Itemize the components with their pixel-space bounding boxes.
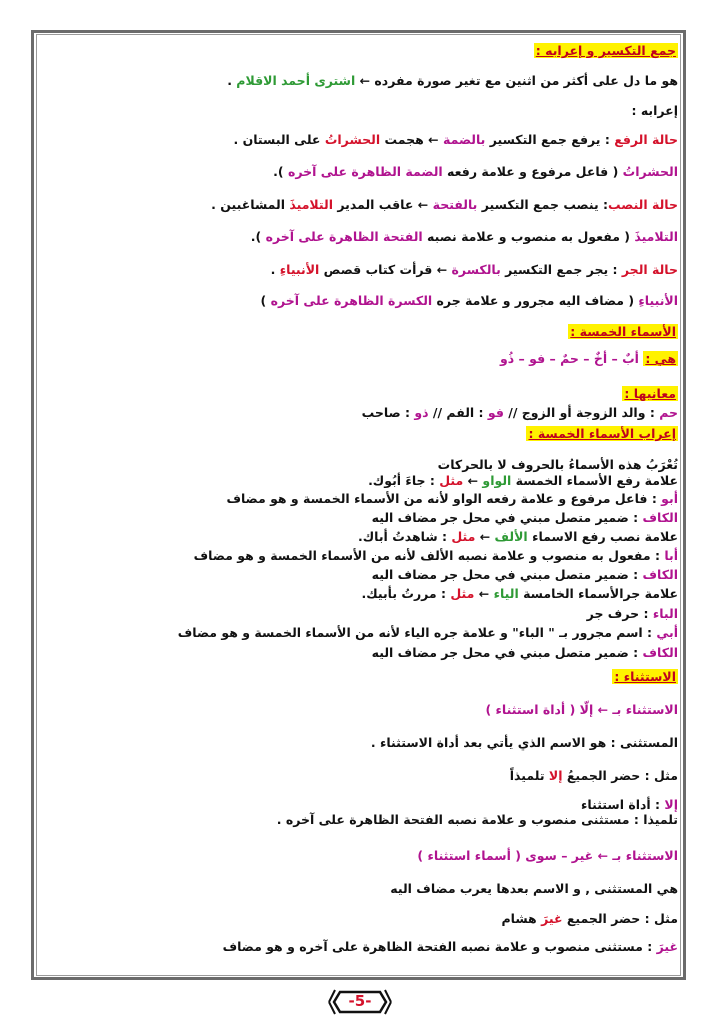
text-segment: الكاف [642, 645, 678, 660]
text-segment: المشاغبين . [211, 197, 290, 212]
text-segment: حم [659, 405, 678, 420]
text-segment: : ضمير متصل مبني في محل جر مضاف اليه [371, 567, 643, 582]
text-segment: : شاهدتُ أباك. [357, 529, 452, 544]
text-segment: ) [260, 293, 271, 308]
text-segment: التلاميذَ [289, 197, 334, 212]
section-heading: إعراب الأسماء الخمسة : [528, 426, 676, 441]
text-line [587, 605, 678, 623]
page-number-badge [328, 988, 392, 1016]
text-segment: حالة الرفع [614, 132, 678, 147]
text-segment: الأنبياءِ [638, 293, 678, 308]
section-heading: هي : [645, 351, 676, 366]
text-segment: ← [475, 529, 495, 544]
text-line [271, 261, 678, 279]
text-segment: مثل : حضر الجميعُ [562, 768, 678, 783]
text-segment: أبٌ – أخٌ – حمٌ – فو – ذُو [500, 351, 644, 366]
text-segment: علامة جرالأسماء الخامسة [518, 586, 678, 601]
text-line [211, 196, 678, 214]
text-segment: إلا [664, 797, 678, 812]
text-segment: المستثنى : هو الاسم الذي يأتي بعد أداة الاستثناء . [370, 735, 678, 750]
text-segment: ). [250, 229, 266, 244]
text-segment: الألف [494, 529, 528, 544]
text-segment: تلميذاً [509, 768, 549, 783]
text-line [568, 323, 678, 341]
text-segment: هي المستثنى , و الاسم بعدها يعرب مضاف اليه [390, 881, 678, 896]
text-segment: الضمة الظاهرة على آخره [287, 164, 443, 179]
text-segment: : والد الزوجة أو الزوج // [503, 405, 660, 420]
text-segment: ← هجمت [380, 132, 443, 147]
text-line [194, 547, 678, 565]
text-segment: أبا [664, 548, 678, 563]
section-heading: الأسماء الخمسة : [570, 324, 676, 339]
text-segment: ). [273, 164, 288, 179]
text-segment: بالضمة [443, 132, 486, 147]
text-segment: التلاميذَ [634, 229, 678, 244]
text-segment: مثل [439, 473, 464, 488]
section-heading: الاستثناء : [614, 669, 676, 684]
text-line [372, 644, 678, 662]
text-segment: الفتحة الظاهرة على آخره [265, 229, 423, 244]
text-segment: الاستثناء بـ ← غير – سوى ( أسماء استثناء ) [417, 848, 678, 863]
section-heading: معانيها : [624, 386, 676, 401]
text-line [261, 292, 678, 310]
text-line [526, 425, 678, 443]
text-segment: ← [474, 586, 494, 601]
text-line [612, 668, 678, 686]
text-segment: الكاف [642, 567, 678, 582]
text-segment: : صاحب [361, 405, 415, 420]
text-segment: هو ما دل على أكثر من اثنين مع تغير صورة مفرده ← [355, 73, 678, 88]
text-segment: ( فاعل مرفوع و علامة رفعه [442, 164, 623, 179]
text-segment: بالفتحة [432, 197, 478, 212]
section-heading: جمع التكسير و إعرابه : [535, 43, 676, 58]
text-segment: ← [463, 473, 483, 488]
text-segment: : فاعل مرفوع و علامة رفعه الواو لأنه من الأسماء الخمسة و هو مضاف [226, 491, 662, 506]
text-line [358, 528, 678, 546]
text-line [534, 42, 678, 60]
text-line [273, 163, 678, 181]
text-segment: ( مفعول به منصوب و علامة نصبه [422, 229, 635, 244]
text-segment: : أداة استثناء [581, 797, 665, 812]
text-segment: . [270, 262, 280, 277]
text-segment: علامة نصب رفع الاسماء [527, 529, 678, 544]
text-segment: ← عاقب المدير [333, 197, 433, 212]
text-line [223, 938, 678, 956]
text-segment: مثل [450, 586, 475, 601]
text-line [501, 910, 678, 928]
text-segment: : اسم مجرور بـ " الباء" و علامة جره الياء لأنه من الأسماء الخمسة و هو مضاف [177, 625, 657, 640]
text-segment: اشترى أحمد الاقلام [236, 73, 356, 88]
text-segment: الكسرة الظاهرة على آخره [270, 293, 433, 308]
text-segment: حالة النصب [608, 197, 678, 212]
text-segment: الكاف [642, 510, 678, 525]
text-segment: على البستان . [233, 132, 325, 147]
text-segment: مثل [451, 529, 476, 544]
text-segment: الياء [493, 586, 519, 601]
text-line [361, 585, 678, 603]
text-line [372, 509, 678, 527]
text-line [226, 490, 678, 508]
text-segment: أبو [661, 491, 678, 506]
text-line [390, 880, 678, 898]
text-segment: فو [487, 405, 504, 420]
text-segment: الاستثناء بـ ← إلّا ( أداة استثناء ) [485, 702, 678, 717]
text-segment: : حرف جر [586, 606, 653, 621]
text-line [500, 350, 678, 368]
text-line [277, 811, 678, 829]
text-segment: : مفعول به منصوب و علامة نصبه الألف لأنه من الأسماء الخمسة و هو مضاف [193, 548, 665, 563]
text-segment: : مررتُ بأبيك. [361, 586, 451, 601]
text-segment: علامة رفع الأسماء الخمسة [511, 473, 678, 488]
text-segment: ( مضاف اليه مجرور و علامة جره [432, 293, 639, 308]
text-line [485, 701, 678, 719]
text-line [227, 72, 678, 90]
text-segment: غيرَ [656, 939, 678, 954]
text-segment: : يجر جمع التكسير [500, 262, 622, 277]
text-segment: : ضمير متصل مبني في محل جر مضاف اليه [371, 510, 643, 525]
text-segment: بالكسرة [451, 262, 501, 277]
text-segment: : ينصب جمع التكسير [477, 197, 609, 212]
text-line [368, 472, 678, 490]
text-line [372, 566, 678, 584]
text-segment: الواو [482, 473, 512, 488]
text-segment: : جاءَ أبُوك. [368, 473, 440, 488]
text-segment: إعرابه : [631, 103, 678, 118]
text-segment: الأنبياءِ [279, 262, 320, 277]
text-line [362, 404, 678, 422]
text-line [233, 131, 678, 149]
text-segment: الباء [652, 606, 678, 621]
text-segment: تلميذا : مستثنى منصوب و علامة نصبه الفتحة الظاهرة على آخره . [276, 812, 678, 827]
text-line [417, 847, 678, 865]
text-segment: غيرَ [541, 911, 563, 926]
text-line [510, 767, 678, 785]
text-segment: الحشراتُ [324, 132, 381, 147]
text-line [631, 102, 678, 120]
text-segment: : الفم // [428, 405, 488, 420]
text-segment: الحشراتُ [622, 164, 678, 179]
text-line [371, 734, 678, 752]
text-segment: مثل : حضر الجميع [562, 911, 678, 926]
text-segment: إلا [548, 768, 563, 783]
text-segment: تُعْرَبُ هذه الأسماءُ بالحروف لا بالحركات [437, 457, 678, 472]
text-segment: : ضمير متصل مبني في محل جر مضاف اليه [371, 645, 643, 660]
text-line [622, 385, 678, 403]
text-segment: ذو [414, 405, 429, 420]
text-line [178, 624, 678, 642]
text-segment: حالة الجر [621, 262, 678, 277]
text-segment: هشام [501, 911, 542, 926]
text-segment: ← قرأت كتاب قصص [319, 262, 452, 277]
text-segment: . [227, 73, 237, 88]
text-segment: أبي [656, 625, 678, 640]
text-line [251, 228, 678, 246]
text-segment: : يرفع جمع التكسير [485, 132, 615, 147]
text-segment: : مستثنى منصوب و علامة نصبه الفتحة الظاهرة على آخره و هو مضاف [222, 939, 657, 954]
page-number: -5- [348, 992, 372, 1010]
